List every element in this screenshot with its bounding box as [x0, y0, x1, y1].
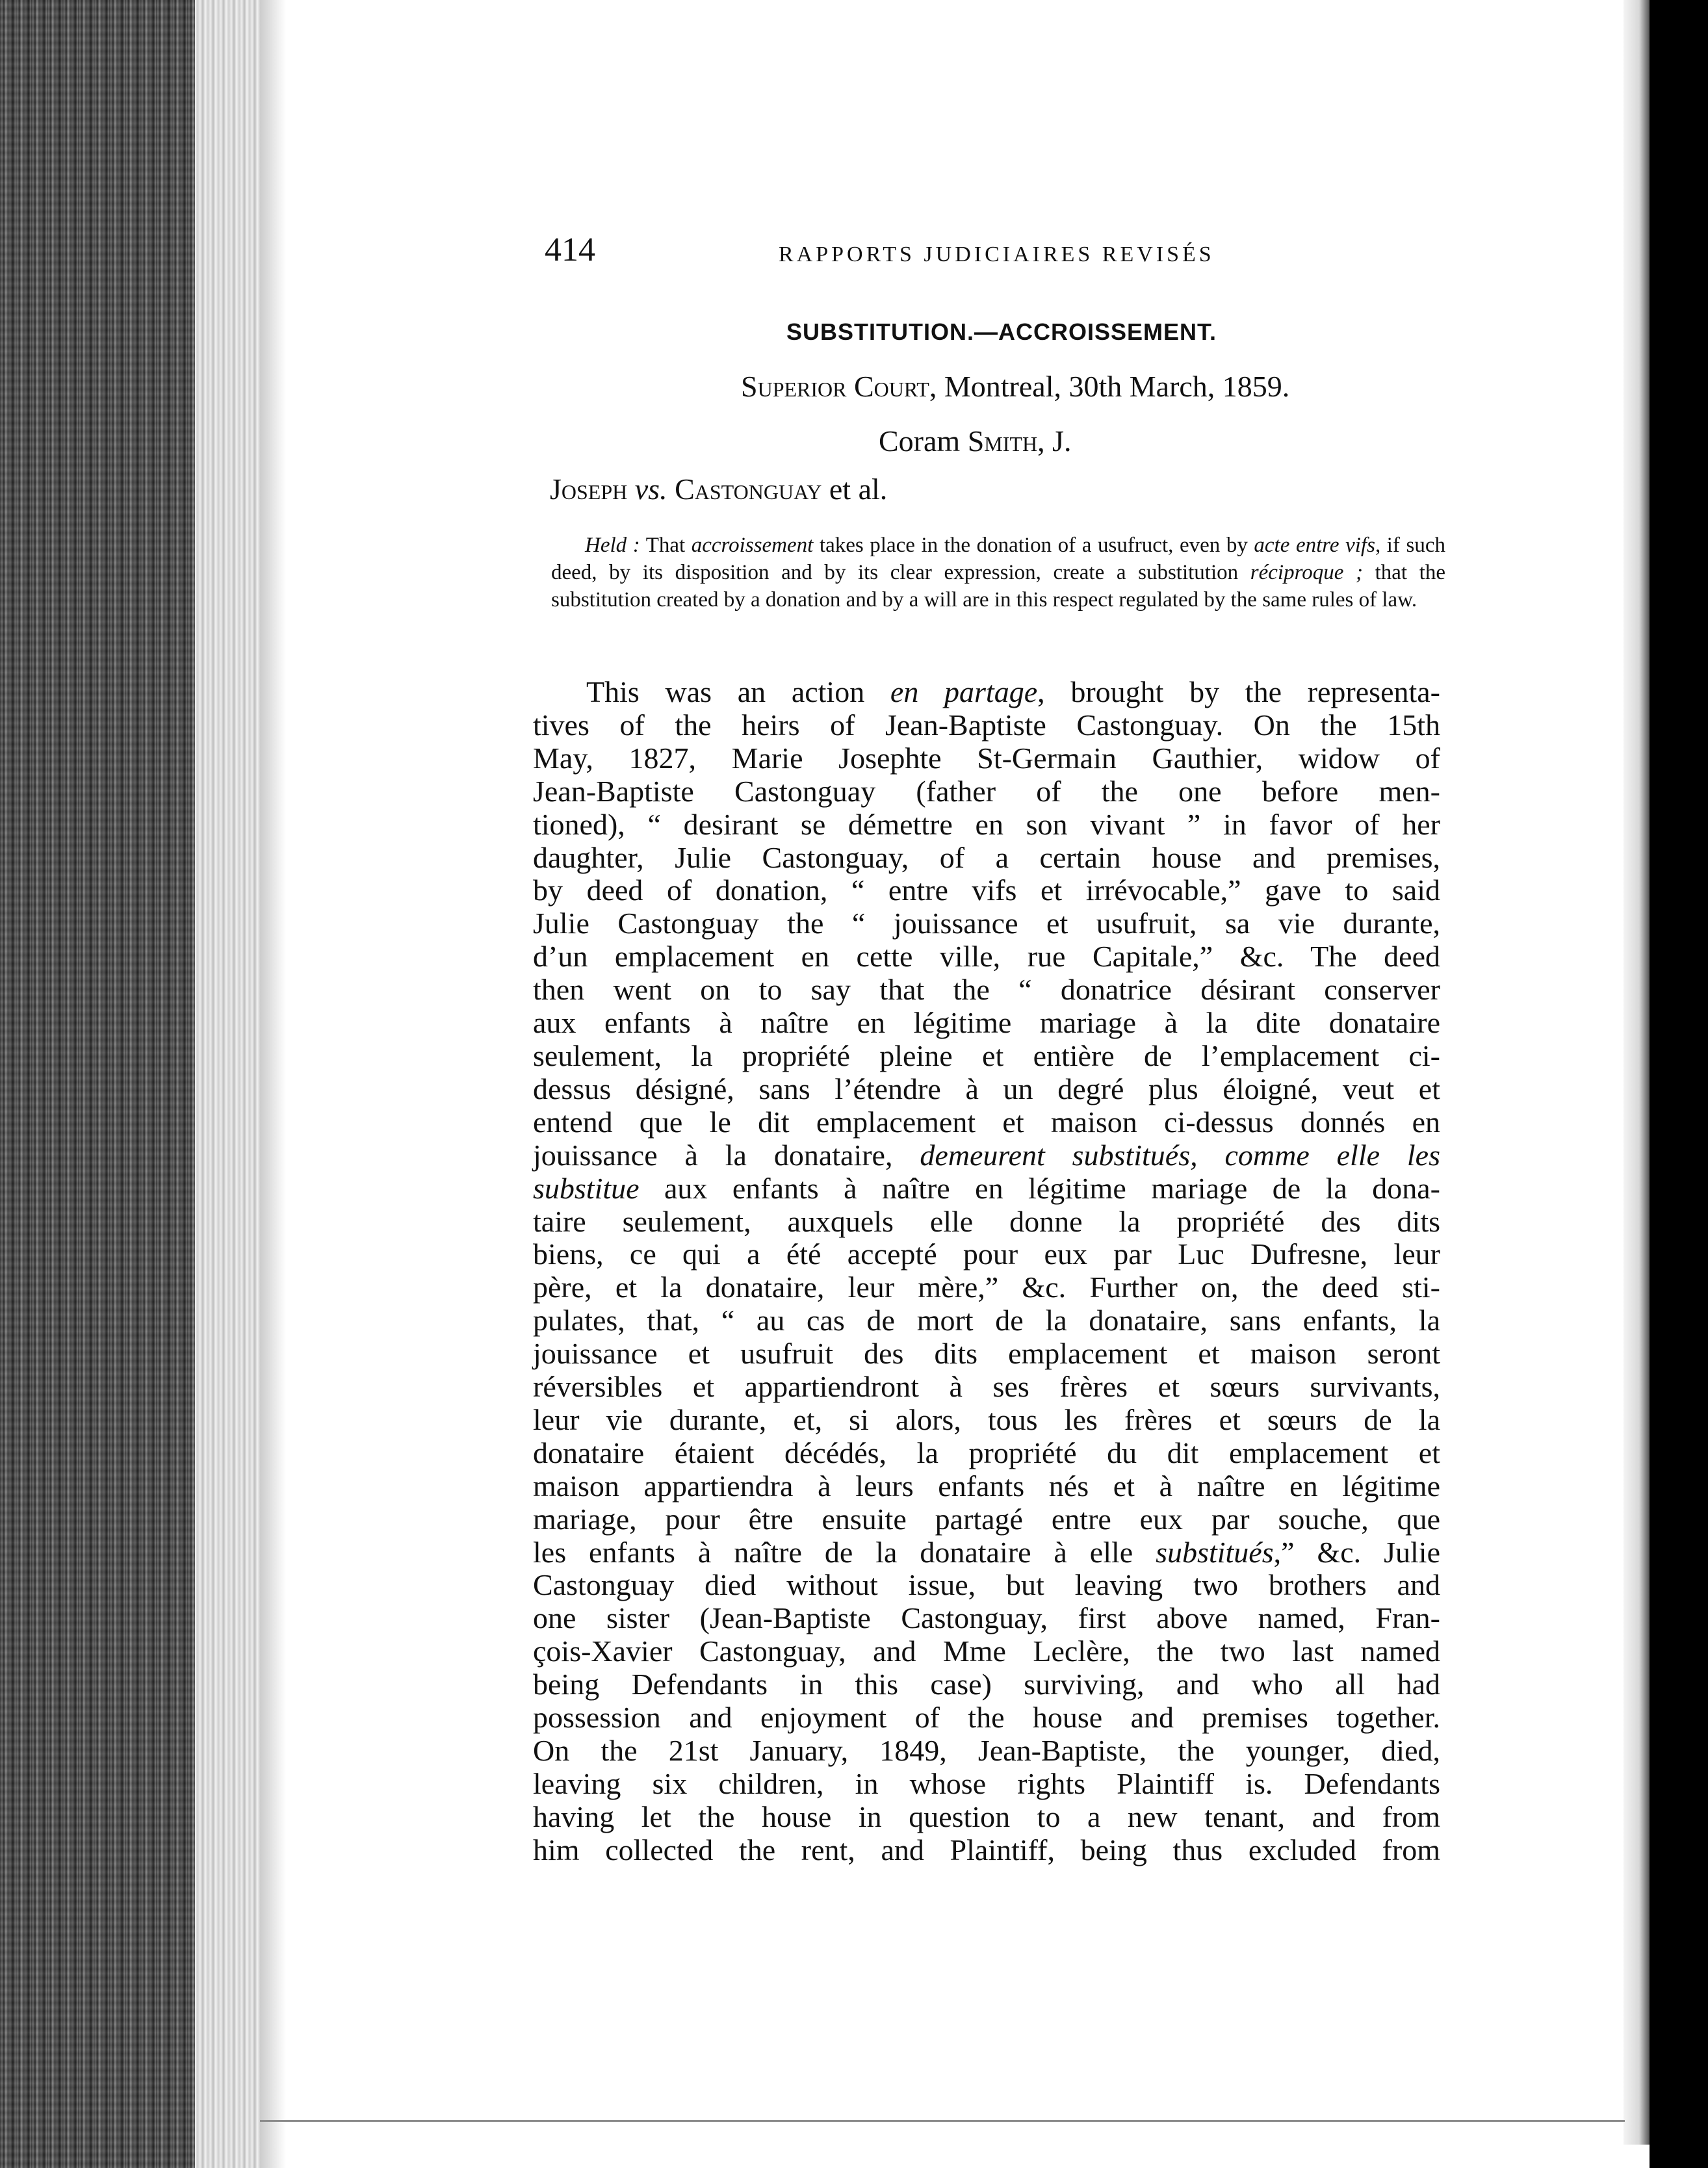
body-text: him collected the rent, and Plaintiff, being thus excluded from	[533, 1833, 1440, 1866]
body-line	[533, 1437, 1440, 1470]
parties-line	[550, 472, 887, 506]
versus: vs.	[634, 472, 667, 506]
body-line	[533, 874, 1440, 907]
body-line	[533, 1768, 1440, 1801]
body-line	[533, 1404, 1440, 1437]
body-text: ,” &c. Julie	[1273, 1535, 1440, 1569]
headnote-italic: acte entre vifs	[1254, 534, 1375, 557]
scanner-background	[1650, 0, 1708, 2168]
coram-line	[879, 424, 1071, 458]
body-line	[533, 1371, 1440, 1404]
judge-name: Smith	[967, 424, 1038, 458]
body-line	[533, 940, 1440, 974]
body-line	[533, 1701, 1440, 1735]
body-text: then went on to say that the “ donatrice désirant conserver	[533, 973, 1440, 1007]
body-line	[533, 1206, 1440, 1239]
body-italic: en partage	[890, 675, 1038, 708]
page-edges	[195, 0, 260, 2168]
body-line	[533, 1668, 1440, 1701]
body-line	[533, 1635, 1440, 1668]
body-line	[533, 1271, 1440, 1304]
body-line	[533, 974, 1440, 1007]
body-text: May, 1827, Marie Josephte St-Germain Gauthier, widow of	[533, 741, 1440, 775]
body-line	[533, 1801, 1440, 1834]
page-number: 414	[545, 231, 595, 268]
body-text: père, et la donataire, leur mère,” &c. Further on, the deed sti-	[533, 1271, 1440, 1304]
body-italic: substitue	[533, 1171, 640, 1205]
body-line	[533, 1073, 1440, 1106]
body-line	[533, 1106, 1440, 1139]
court-line	[741, 369, 1289, 404]
gutter-shadow	[260, 0, 286, 2168]
body-line	[533, 1503, 1440, 1536]
body-text: seulement, la propriété pleine et entière de l’emplacement ci-	[533, 1039, 1440, 1072]
headnote-italic: réciproque ;	[1250, 561, 1363, 584]
body-text: On the 21st January, 1849, Jean-Baptiste, the younger, died,	[533, 1734, 1440, 1767]
headnote-text: , if such deed, by its disposition and by its clear expression, create a substitution	[551, 534, 1445, 584]
body-text: daughter, Julie Castonguay, of a certain house and premises,	[533, 840, 1440, 874]
body-line	[533, 1834, 1440, 1867]
body-line	[533, 1602, 1440, 1635]
body-line	[533, 1470, 1440, 1503]
body-text: entend que le dit emplacement et maison ci-dessus donnés en	[533, 1105, 1440, 1139]
case-title: SUBSTITUTION.—ACCROISSEMENT.	[786, 318, 1217, 345]
body-italic: substitués	[1156, 1535, 1274, 1569]
body-text: mariage, pour être ensuite partagé entre eux par souche, que	[533, 1502, 1440, 1536]
body-line	[533, 1569, 1440, 1602]
body-text: Castonguay died without issue, but leaving two brothers and	[533, 1568, 1440, 1602]
body-line	[533, 1536, 1440, 1569]
body-text: leur vie durante, et, si alors, tous les frères et sœurs de la	[533, 1402, 1440, 1436]
body-text: having let the house in question to a new tenant, and from	[533, 1800, 1440, 1833]
body-text: dessus désigné, sans l’étendre à un degré plus éloigné, veut et	[533, 1072, 1440, 1105]
body-line	[533, 808, 1440, 842]
plaintiff-name: Joseph	[550, 472, 628, 506]
body-italic: demeurent substitués, comme elle les	[920, 1138, 1440, 1172]
body-line	[533, 1735, 1440, 1768]
headnote-italic: accroissement	[691, 534, 814, 557]
running-head: RAPPORTS JUDICIAIRES REVISÉS	[779, 242, 1215, 266]
body-line	[533, 1337, 1440, 1371]
body-text: aux enfants à naître en légitime mariage à la dite donataire	[533, 1006, 1440, 1040]
body-text: by deed of donation, “ entre vifs et irrévocable,” gave to said	[533, 873, 1440, 907]
body-line	[533, 1172, 1440, 1206]
body-text: maison appartiendra à leurs enfants nés et à naître en légitime	[533, 1469, 1440, 1503]
body-line	[533, 742, 1440, 775]
body-text: possession and enjoyment of the house and premises together.	[533, 1701, 1440, 1735]
headnote	[551, 532, 1445, 613]
body-line	[533, 775, 1440, 808]
page-header	[545, 231, 1325, 283]
body-text: jouissance à la donataire,	[533, 1138, 920, 1172]
coram-suffix: , J.	[1037, 424, 1072, 458]
coram-prefix: Coram	[879, 424, 968, 458]
body-text: being Defendants in this case) surviving, and who all had	[533, 1668, 1440, 1701]
body-text: réversibles et appartiendront à ses frères et sœurs survivants,	[533, 1370, 1440, 1404]
body-text: leaving six children, in whose rights Plaintiff is. Defendants	[533, 1766, 1440, 1800]
body-line	[533, 1040, 1440, 1073]
body-text: d’un emplacement en cette ville, rue Capitale,” &c. The deed	[533, 940, 1440, 974]
body-text: taire seulement, auxquels elle donne la propriété des dits	[533, 1204, 1440, 1238]
body-text: çois-Xavier Castonguay, and Mme Leclère, the two last named	[533, 1634, 1440, 1668]
body-line	[533, 842, 1440, 875]
held-label: Held :	[585, 534, 640, 557]
body-text: donataire étaient décédés, la propriété du dit emplacement et	[533, 1436, 1440, 1469]
headnote-text: that the substitution created by a donation and by a will are in this respect regulated by the same rules of law.	[551, 561, 1445, 612]
book-spine	[0, 0, 195, 2168]
body-paragraph	[533, 676, 1440, 1867]
body-text: , brought by the representa-	[1037, 675, 1440, 708]
defendant-suffix: et al.	[822, 472, 888, 506]
body-text: biens, ce qui a été accepté pour eux par Luc Dufresne, leur	[533, 1237, 1440, 1271]
body-text: tives of the heirs of Jean-Baptiste Castonguay. On the 15th	[533, 708, 1440, 742]
body-text: jouissance et usufruit des dits emplacement et maison seront	[533, 1337, 1440, 1371]
body-text: Jean-Baptiste Castonguay (father of the one before men-	[533, 774, 1440, 808]
body-text: tioned), “ desirant se démettre en son vivant ” in favor of her	[533, 807, 1440, 841]
page-bottom-edge	[260, 2120, 1625, 2122]
body-text: This was an action	[586, 675, 890, 708]
body-line	[533, 1304, 1440, 1337]
headnote-text: That	[640, 534, 692, 557]
body-text: aux enfants à naître en légitime mariage de la dona-	[639, 1171, 1440, 1205]
body-line	[533, 1007, 1440, 1040]
body-line	[533, 1238, 1440, 1271]
body-text: pulates, that, “ au cas de mort de la donataire, sans enfants, la	[533, 1304, 1440, 1337]
body-text: one sister (Jean-Baptiste Castonguay, first above named, Fran-	[533, 1601, 1440, 1635]
body-line	[533, 709, 1440, 742]
defendant-name: Castonguay	[675, 472, 822, 506]
court-date: , Montreal, 30th March, 1859.	[929, 370, 1290, 403]
court-name: Superior Court	[741, 370, 929, 403]
body-text: Julie Castonguay the “ jouissance et usufruit, sa vie durante,	[533, 907, 1440, 940]
page-right-edge	[1624, 0, 1650, 2145]
body-line	[533, 676, 1440, 709]
body-line	[533, 907, 1440, 940]
headnote-text: takes place in the donation of a usufruct, even by	[813, 534, 1254, 557]
body-line	[533, 1139, 1440, 1172]
body-text: les enfants à naître de la donataire à elle	[533, 1535, 1156, 1569]
